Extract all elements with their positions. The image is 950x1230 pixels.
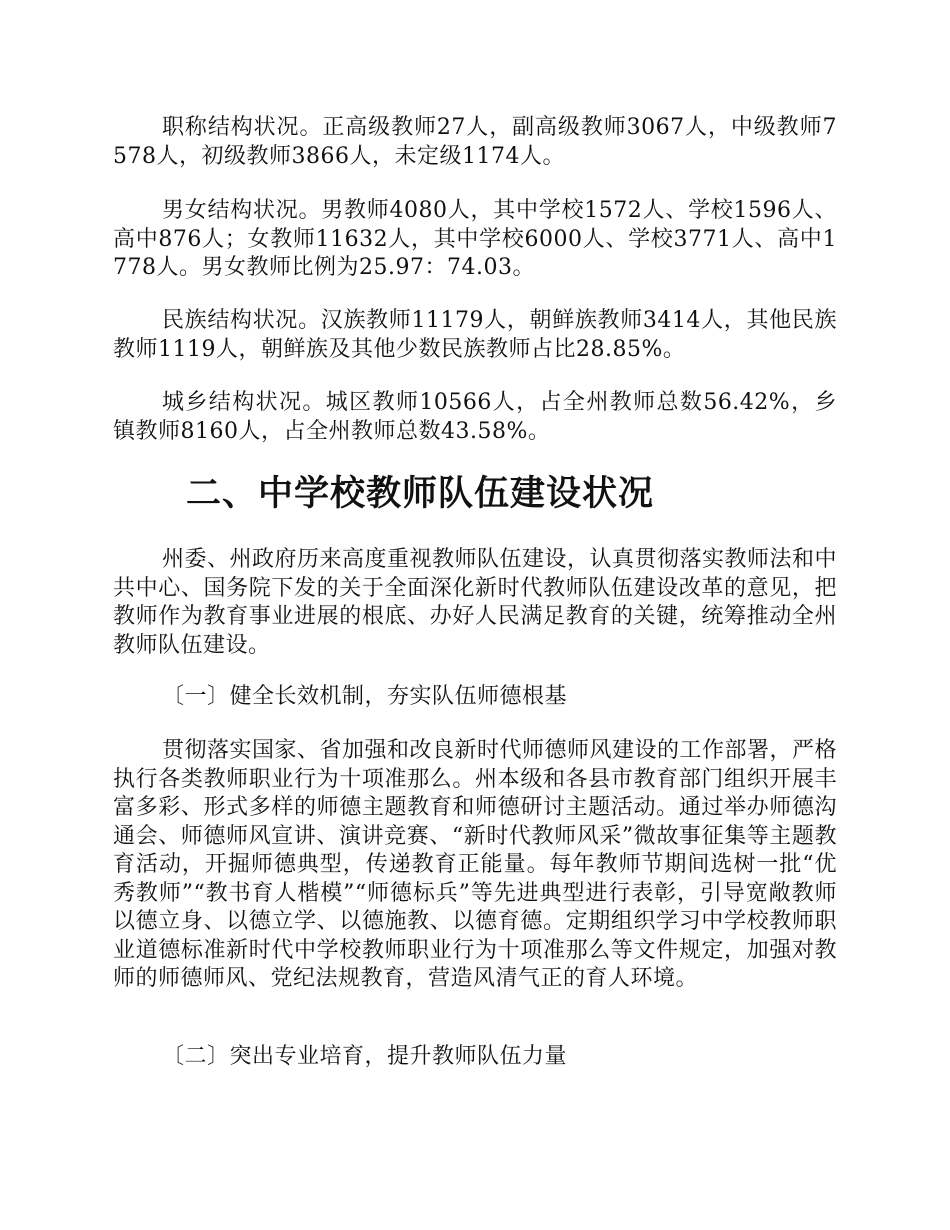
- paragraph-intro: 州委、州政府历来高度重视教师队伍建设，认真贯彻落实教师法和中共中心、国务院下发的关于全面深化新时代教师队伍建设改革的意见，把教师作为教育事业进展的根底、办好人民满足教育的关键，统筹推动全州教师队伍建设。: [113, 547, 838, 658]
- subheading-1: 〔一〕健全长效机制，夯实队伍师德根基: [162, 684, 568, 709]
- paragraph-urban-rural-structure: 城乡结构状况。城区教师10566人，占全州教师总数56.42%，乡镇教师8160人，占全州教师总数43.58%。: [113, 390, 837, 444]
- section-heading: 二、中学校教师队伍建设状况: [186, 474, 655, 514]
- paragraph-ethnic-structure: 民族结构状况。汉族教师11179人，朝鲜族教师3414人，其他民族教师1119人，朝鲜族及其他少数民族教师占比28.85%。: [113, 308, 837, 362]
- paragraph-ethics: 贯彻落实国家、省加强和改良新时代师德师风建设的工作部署，严格执行各类教师职业行为十项准那么。州本级和各县市教育部门组织开展丰富多彩、形式多样的师德主题教育和师德研讨主题活动。通过举办师德沟通会、师德师风宣讲、演讲竞赛、“新时代教师风采”微故事征集等主题教育活动，开掘师德典型，传递教育正能量。每年教师节期间选树一批“优秀教师”“教书育人楷模”“师德标兵”等先进典型进行表彰，引导宽敞教师以德立身、以德立学、以德施教、以德育德。定期组织学习中学校教师职业道德标准新时代中学校教师职业行为十项准那么等文件规定，加强对教师的师德师风、党纪法规教育，营造风清气正的育人环境。: [113, 738, 838, 991]
- paragraph-gender-structure: 男女结构状况。男教师4080人，其中学校1572人、学校1596人、高中876人；女教师11632人，其中学校6000人、学校3771人、高中1778人。男女教师比例为25.97：74.03。: [113, 198, 837, 280]
- paragraph-title-structure: 职称结构状况。正高级教师27人，副高级教师3067人，中级教师7578人，初级教师3866人，未定级1174人。: [113, 115, 837, 169]
- subheading-2: 〔二〕突出专业培育，提升教师队伍力量: [162, 1044, 568, 1069]
